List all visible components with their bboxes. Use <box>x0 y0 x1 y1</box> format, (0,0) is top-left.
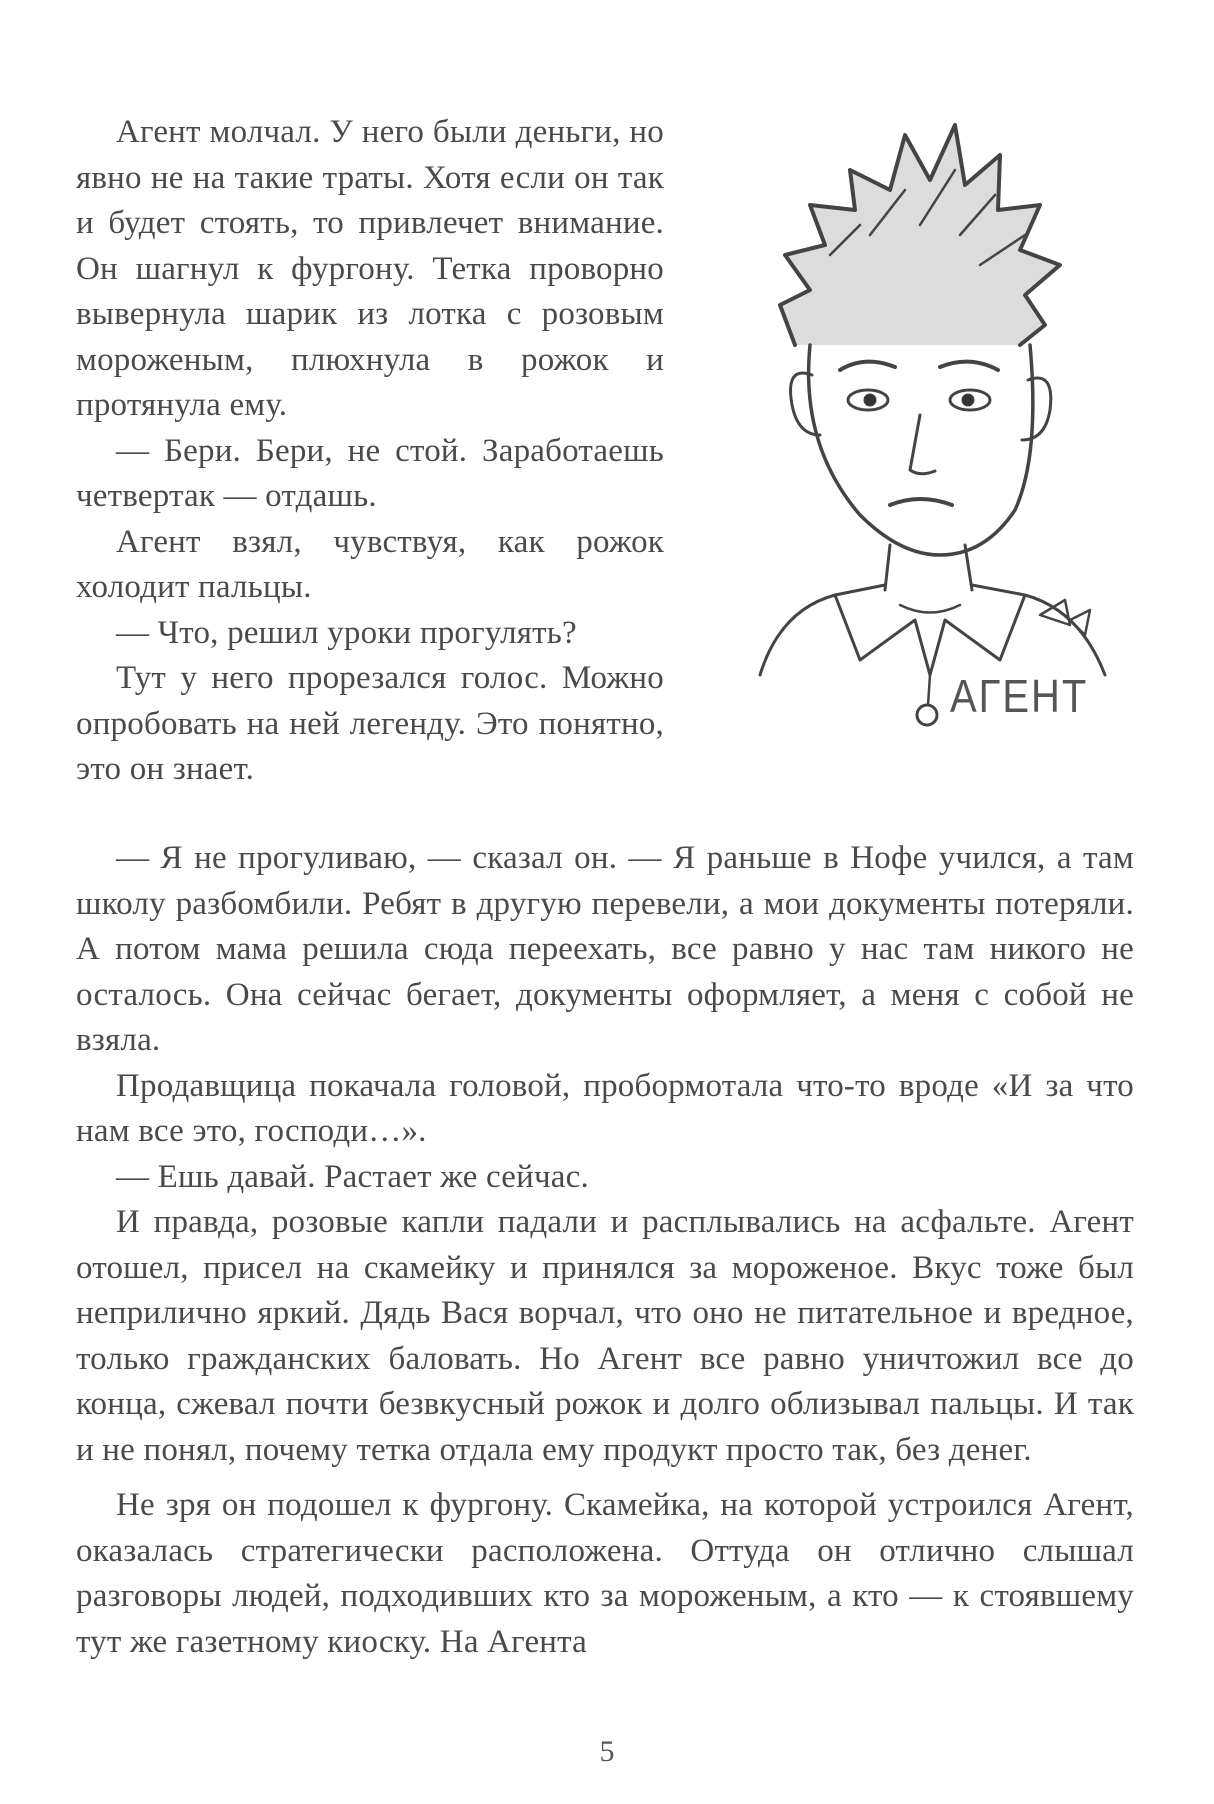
text-column-narrow <box>76 110 664 793</box>
boy-portrait-illustration <box>740 115 1120 735</box>
paragraph: — Ешь давай. Растает же сейчас. <box>116 1158 589 1195</box>
paragraph: Тут у него прорезался голос. Можно опробовать на ней легенду. Это понятно, это он знает. <box>76 660 664 787</box>
text-column-wide <box>76 836 1134 1665</box>
paragraph: Агент молчал. У него были деньги, но явно не на такие траты. Хотя если он так и будет стоять, то привлечет внимание. Он шагнул к фургону. Тетка проворно вывернула шарик из лотка с розовым мороженым, плюхнула в рожок и протянула ему. <box>76 114 664 423</box>
paragraph: Агент взял, чувствуя, как рожок холодит пальцы. <box>76 523 664 605</box>
paragraph: Не зря он подошел к фургону. Скамейка, на которой устроился Агент, оказалась стратегически расположена. Оттуда он отлично слышал разговоры людей, подходивших кто за мороженым, а кто — к стоявшему тут же газетному киоску. На Агента <box>76 1487 1134 1660</box>
paragraph: Продавщица покачала головой, пробормотала что-то вроде «И за что нам все это, господи…». <box>76 1067 1134 1149</box>
shirt-collar <box>835 585 1025 675</box>
face <box>809 345 1033 555</box>
hair <box>780 125 1060 345</box>
paragraph: — Я не прогуливаю, — сказал он. — Я раньше в Нофе учился, а там школу разбомбили. Ребят в другую перевели, а мои документы потеряли. А потом мама решила сюда переехать, все равно у нас там никого не осталось. Она сейчас бегает, документы оформляет, а меня с собой не взяла. <box>76 840 1134 1058</box>
paragraph: И правда, розовые капли падали и расплывались на асфальте. Агент отошел, присел на скамейку и принялся за мороженое. Вкус тоже был неприлично яркий. Дядь Вася ворчал, что оно не питательное и вредное, только гражданских баловать. Но Агент все равно уничтожил все до конца, сжевал почти безвкусный рожок и долго облизывал пальцы. И так и не понял, почему тетка отдала ему продукт просто так, без денег. <box>76 1204 1134 1468</box>
illustration-caption: АГЕНТ <box>950 671 1089 723</box>
page-number: 5 <box>599 1735 615 1768</box>
paragraph: — Что, решил уроки прогулять? <box>116 614 577 651</box>
paragraph: — Бери. Бери, не стой. Заработаешь четвертак — отдашь. <box>76 432 664 514</box>
